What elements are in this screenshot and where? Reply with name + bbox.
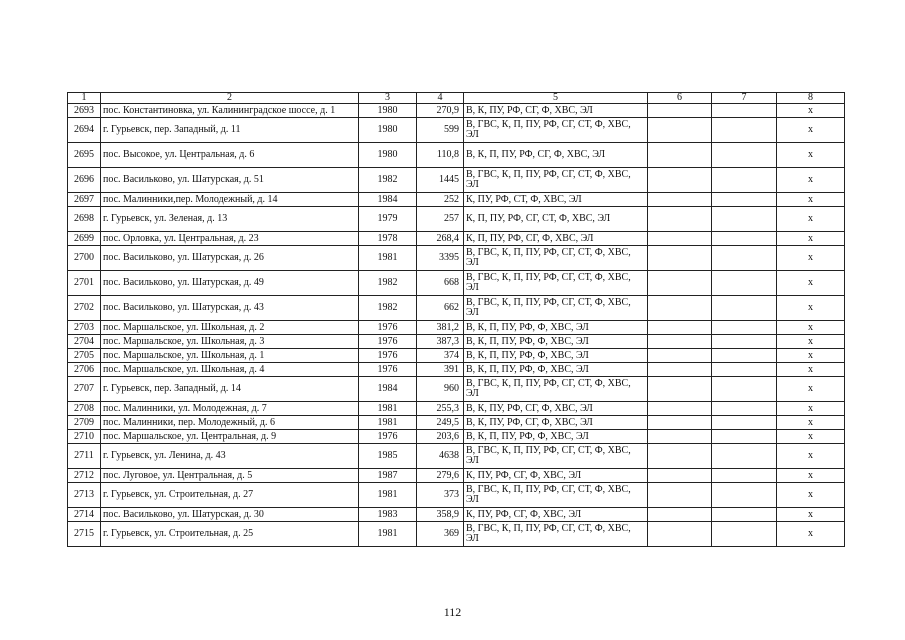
year-cell: 1976: [359, 321, 417, 335]
year-cell: 1976: [359, 363, 417, 377]
table-row: [68, 207, 845, 232]
year-cell: 1976: [359, 430, 417, 444]
year-cell: 1981: [359, 483, 417, 508]
header-cell: 6: [648, 93, 712, 104]
mark-cell: x: [777, 118, 845, 143]
row-number: 2708: [68, 402, 101, 416]
col6-cell: [648, 168, 712, 193]
area-cell: 203,6: [417, 430, 464, 444]
address-cell: г. Гурьевск, ул. Ленина, д. 43: [101, 444, 359, 469]
header-cell: 1: [68, 93, 101, 104]
row-number: 2703: [68, 321, 101, 335]
table-row: [68, 522, 845, 547]
year-cell: 1976: [359, 349, 417, 363]
mark-cell: x: [777, 349, 845, 363]
mark-cell: x: [777, 193, 845, 207]
mark-cell: x: [777, 335, 845, 349]
header-cell: 2: [101, 93, 359, 104]
works-cell: В, ГВС, К, П, ПУ, РФ, СГ, СТ, Ф, ХВС, ЭЛ: [464, 444, 648, 469]
works-cell: В, ГВС, К, П, ПУ, РФ, СГ, СТ, Ф, ХВС, ЭЛ: [464, 522, 648, 547]
address-cell: г. Гурьевск, ул. Зеленая, д. 13: [101, 207, 359, 232]
row-number: 2694: [68, 118, 101, 143]
row-number: 2713: [68, 483, 101, 508]
address-cell: пос. Маршальское, ул. Школьная, д. 2: [101, 321, 359, 335]
mark-cell: x: [777, 296, 845, 321]
col6-cell: [648, 377, 712, 402]
table-row: [68, 104, 845, 118]
col6-cell: [648, 522, 712, 547]
address-cell: пос. Маршальское, ул. Школьная, д. 1: [101, 349, 359, 363]
works-cell: К, ПУ, РФ, СТ, Ф, ХВС, ЭЛ: [464, 193, 648, 207]
address-cell: г. Гурьевск, пер. Западный, д. 11: [101, 118, 359, 143]
col7-cell: [712, 296, 777, 321]
mark-cell: x: [777, 469, 845, 483]
year-cell: 1985: [359, 444, 417, 469]
area-cell: 960: [417, 377, 464, 402]
works-cell: В, ГВС, К, П, ПУ, РФ, СГ, СТ, Ф, ХВС, ЭЛ: [464, 296, 648, 321]
area-cell: 599: [417, 118, 464, 143]
col6-cell: [648, 444, 712, 469]
col6-cell: [648, 207, 712, 232]
row-number: 2704: [68, 335, 101, 349]
area-cell: 270,9: [417, 104, 464, 118]
col6-cell: [648, 349, 712, 363]
works-cell: В, К, П, ПУ, РФ, СГ, Ф, ХВС, ЭЛ: [464, 143, 648, 168]
address-cell: пос. Васильково, ул. Шатурская, д. 51: [101, 168, 359, 193]
works-cell: В, ГВС, К, П, ПУ, РФ, СГ, СТ, Ф, ХВС, ЭЛ: [464, 377, 648, 402]
col6-cell: [648, 193, 712, 207]
year-cell: 1982: [359, 296, 417, 321]
area-cell: 369: [417, 522, 464, 547]
mark-cell: x: [777, 271, 845, 296]
mark-cell: x: [777, 207, 845, 232]
table-row: [68, 483, 845, 508]
address-cell: пос. Малинники, пер. Молодежный, д. 6: [101, 416, 359, 430]
area-cell: 373: [417, 483, 464, 508]
table-row: [68, 444, 845, 469]
mark-cell: x: [777, 522, 845, 547]
table-row: [68, 232, 845, 246]
col7-cell: [712, 271, 777, 296]
area-cell: 255,3: [417, 402, 464, 416]
works-cell: В, ГВС, К, П, ПУ, РФ, СГ, СТ, Ф, ХВС, ЭЛ: [464, 118, 648, 143]
table-row: [68, 246, 845, 271]
address-cell: пос. Высокое, ул. Центральная, д. 6: [101, 143, 359, 168]
year-cell: 1982: [359, 168, 417, 193]
row-number: 2705: [68, 349, 101, 363]
area-cell: 257: [417, 207, 464, 232]
works-cell: В, К, П, ПУ, РФ, Ф, ХВС, ЭЛ: [464, 335, 648, 349]
area-cell: 4638: [417, 444, 464, 469]
works-cell: К, П, ПУ, РФ, СГ, СТ, Ф, ХВС, ЭЛ: [464, 207, 648, 232]
year-cell: 1980: [359, 143, 417, 168]
table-body: [68, 104, 845, 547]
mark-cell: x: [777, 246, 845, 271]
table-row: [68, 349, 845, 363]
mark-cell: x: [777, 444, 845, 469]
area-cell: 252: [417, 193, 464, 207]
col7-cell: [712, 207, 777, 232]
mark-cell: x: [777, 168, 845, 193]
col6-cell: [648, 483, 712, 508]
address-cell: пос. Малинники,пер. Молодежный, д. 14: [101, 193, 359, 207]
area-cell: 662: [417, 296, 464, 321]
works-cell: В, ГВС, К, П, ПУ, РФ, СГ, СТ, Ф, ХВС, ЭЛ: [464, 271, 648, 296]
row-number: 2710: [68, 430, 101, 444]
row-number: 2712: [68, 469, 101, 483]
address-cell: г. Гурьевск, ул. Строительная, д. 25: [101, 522, 359, 547]
year-cell: 1981: [359, 402, 417, 416]
col7-cell: [712, 444, 777, 469]
address-cell: пос. Маршальское, ул. Школьная, д. 4: [101, 363, 359, 377]
address-cell: пос. Васильково, ул. Шатурская, д. 26: [101, 246, 359, 271]
header-cell: 4: [417, 93, 464, 104]
table-row: [68, 363, 845, 377]
table-row: [68, 296, 845, 321]
row-number: 2701: [68, 271, 101, 296]
area-cell: 3395: [417, 246, 464, 271]
row-number: 2697: [68, 193, 101, 207]
year-cell: 1981: [359, 522, 417, 547]
area-cell: 279,6: [417, 469, 464, 483]
table-row: [68, 321, 845, 335]
year-cell: 1976: [359, 335, 417, 349]
works-cell: В, К, ПУ, РФ, СГ, Ф, ХВС, ЭЛ: [464, 416, 648, 430]
header-cell: 5: [464, 93, 648, 104]
area-cell: 391: [417, 363, 464, 377]
col7-cell: [712, 232, 777, 246]
area-cell: 268,4: [417, 232, 464, 246]
year-cell: 1978: [359, 232, 417, 246]
housing-repair-table: [67, 92, 845, 547]
area-cell: 358,9: [417, 508, 464, 522]
works-cell: К, ПУ, РФ, СГ, Ф, ХВС, ЭЛ: [464, 469, 648, 483]
table-row: [68, 271, 845, 296]
address-cell: пос. Орловка, ул. Центральная, д. 23: [101, 232, 359, 246]
col6-cell: [648, 246, 712, 271]
address-cell: пос. Маршальское, ул. Центральная, д. 9: [101, 430, 359, 444]
area-cell: 387,3: [417, 335, 464, 349]
row-number: 2695: [68, 143, 101, 168]
address-cell: пос. Константиновка, ул. Калининградское шоссе, д. 1: [101, 104, 359, 118]
col6-cell: [648, 143, 712, 168]
row-number: 2699: [68, 232, 101, 246]
col7-cell: [712, 143, 777, 168]
col6-cell: [648, 508, 712, 522]
mark-cell: x: [777, 363, 845, 377]
table-row: [68, 377, 845, 402]
row-number: 2711: [68, 444, 101, 469]
col7-cell: [712, 193, 777, 207]
mark-cell: x: [777, 402, 845, 416]
address-cell: пос. Васильково, ул. Шатурская, д. 49: [101, 271, 359, 296]
col7-cell: [712, 335, 777, 349]
col7-cell: [712, 363, 777, 377]
table-row: [68, 469, 845, 483]
mark-cell: x: [777, 483, 845, 508]
col6-cell: [648, 402, 712, 416]
year-cell: 1987: [359, 469, 417, 483]
col7-cell: [712, 118, 777, 143]
area-cell: 374: [417, 349, 464, 363]
mark-cell: x: [777, 232, 845, 246]
area-cell: 249,5: [417, 416, 464, 430]
works-cell: В, К, П, ПУ, РФ, Ф, ХВС, ЭЛ: [464, 430, 648, 444]
year-cell: 1983: [359, 508, 417, 522]
row-number: 2698: [68, 207, 101, 232]
row-number: 2707: [68, 377, 101, 402]
col7-cell: [712, 469, 777, 483]
col6-cell: [648, 363, 712, 377]
table-row: [68, 118, 845, 143]
year-cell: 1980: [359, 118, 417, 143]
mark-cell: x: [777, 104, 845, 118]
col6-cell: [648, 271, 712, 296]
col7-cell: [712, 246, 777, 271]
row-number: 2714: [68, 508, 101, 522]
col6-cell: [648, 232, 712, 246]
works-cell: В, ГВС, К, П, ПУ, РФ, СГ, СТ, Ф, ХВС, ЭЛ: [464, 246, 648, 271]
year-cell: 1984: [359, 377, 417, 402]
col7-cell: [712, 321, 777, 335]
row-number: 2715: [68, 522, 101, 547]
address-cell: пос. Луговое, ул. Центральная, д. 5: [101, 469, 359, 483]
row-number: 2706: [68, 363, 101, 377]
col7-cell: [712, 377, 777, 402]
col7-cell: [712, 483, 777, 508]
address-cell: пос. Васильково, ул. Шатурская, д. 43: [101, 296, 359, 321]
year-cell: 1980: [359, 104, 417, 118]
row-number: 2702: [68, 296, 101, 321]
area-cell: 381,2: [417, 321, 464, 335]
col7-cell: [712, 168, 777, 193]
table-row: [68, 416, 845, 430]
col7-cell: [712, 349, 777, 363]
col6-cell: [648, 416, 712, 430]
table-header-row: [68, 93, 845, 104]
header-cell: 8: [777, 93, 845, 104]
col7-cell: [712, 402, 777, 416]
table-row: [68, 430, 845, 444]
address-cell: пос. Маршальское, ул. Школьная, д. 3: [101, 335, 359, 349]
header-cell: 3: [359, 93, 417, 104]
header-cell: 7: [712, 93, 777, 104]
col7-cell: [712, 104, 777, 118]
col6-cell: [648, 335, 712, 349]
area-cell: 1445: [417, 168, 464, 193]
table-row: [68, 402, 845, 416]
works-cell: К, П, ПУ, РФ, СГ, Ф, ХВС, ЭЛ: [464, 232, 648, 246]
address-cell: пос. Малинники, ул. Молодежная, д. 7: [101, 402, 359, 416]
col6-cell: [648, 321, 712, 335]
mark-cell: x: [777, 430, 845, 444]
col6-cell: [648, 430, 712, 444]
col7-cell: [712, 508, 777, 522]
row-number: 2709: [68, 416, 101, 430]
page-number: 112: [443, 605, 462, 619]
address-cell: пос. Васильково, ул. Шатурская, д. 30: [101, 508, 359, 522]
col6-cell: [648, 296, 712, 321]
mark-cell: x: [777, 508, 845, 522]
table-row: [68, 508, 845, 522]
table-row: [68, 335, 845, 349]
table-row: [68, 193, 845, 207]
mark-cell: x: [777, 143, 845, 168]
works-cell: В, К, ПУ, РФ, СГ, Ф, ХВС, ЭЛ: [464, 104, 648, 118]
works-cell: В, ГВС, К, П, ПУ, РФ, СГ, СТ, Ф, ХВС, ЭЛ: [464, 168, 648, 193]
year-cell: 1984: [359, 193, 417, 207]
col6-cell: [648, 104, 712, 118]
works-cell: В, К, П, ПУ, РФ, Ф, ХВС, ЭЛ: [464, 349, 648, 363]
mark-cell: x: [777, 377, 845, 402]
works-cell: В, К, ПУ, РФ, СГ, Ф, ХВС, ЭЛ: [464, 402, 648, 416]
row-number: 2696: [68, 168, 101, 193]
year-cell: 1982: [359, 271, 417, 296]
area-cell: 110,8: [417, 143, 464, 168]
table-row: [68, 168, 845, 193]
mark-cell: x: [777, 321, 845, 335]
mark-cell: x: [777, 416, 845, 430]
address-cell: г. Гурьевск, ул. Строительная, д. 27: [101, 483, 359, 508]
row-number: 2693: [68, 104, 101, 118]
works-cell: В, ГВС, К, П, ПУ, РФ, СГ, СТ, Ф, ХВС, ЭЛ: [464, 483, 648, 508]
col6-cell: [648, 118, 712, 143]
table-row: [68, 143, 845, 168]
works-cell: К, ПУ, РФ, СГ, Ф, ХВС, ЭЛ: [464, 508, 648, 522]
year-cell: 1981: [359, 246, 417, 271]
works-cell: В, К, П, ПУ, РФ, Ф, ХВС, ЭЛ: [464, 363, 648, 377]
year-cell: 1979: [359, 207, 417, 232]
works-cell: В, К, П, ПУ, РФ, Ф, ХВС, ЭЛ: [464, 321, 648, 335]
col7-cell: [712, 522, 777, 547]
col6-cell: [648, 469, 712, 483]
area-cell: 668: [417, 271, 464, 296]
row-number: 2700: [68, 246, 101, 271]
col7-cell: [712, 416, 777, 430]
year-cell: 1981: [359, 416, 417, 430]
address-cell: г. Гурьевск, пер. Западный, д. 14: [101, 377, 359, 402]
col7-cell: [712, 430, 777, 444]
